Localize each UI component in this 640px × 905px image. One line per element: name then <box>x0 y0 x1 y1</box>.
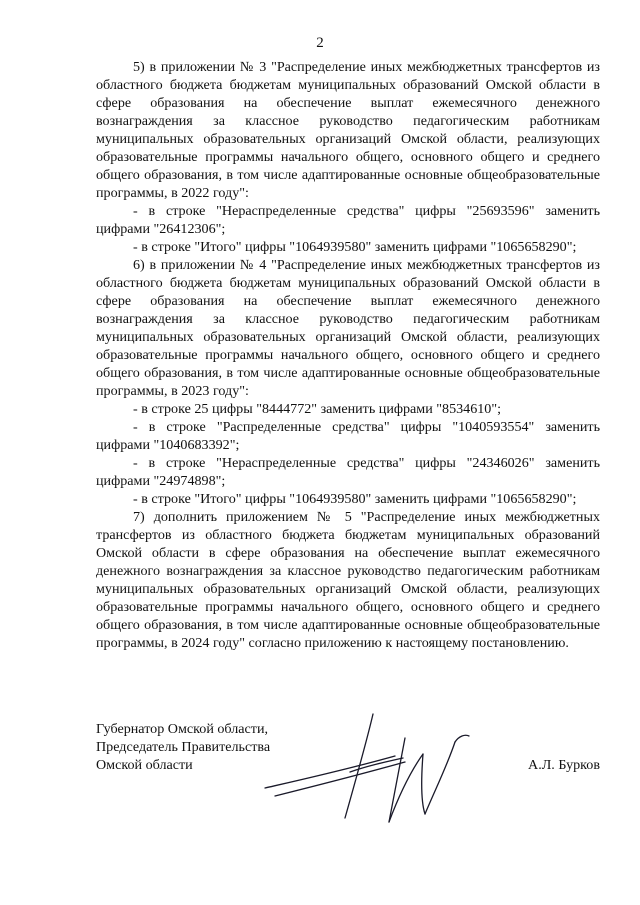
paragraph-item-7: 7) дополнить приложением № 5 "Распределение иных межбюджетных трансфертов из областного бюджета бюджетам муниципальных образований Омской области в сфере образования на обеспечение выплат ежемесячного денежного вознаграждения за классное руководство педагогическим работникам муниципальных образовательных организаций Омской области, реализующих образовательные программы начального общего, основного общего и среднего общего образования, в том числе адаптированные основные общеобразовательные программы, в 2024 году" согласно приложению к настоящему постановлению. <box>96 509 600 651</box>
paragraph-item-5: 5) в приложении № 3 "Распределение иных межбюджетных трансфертов из областного бюджета бюджетам муниципальных образований Омской области в сфере образования на обеспечение выплат ежемесячного денежного вознаграждения за классное руководство педагогическим работникам муниципальных образовательных организаций Омской области, реализующих образовательные программы начального общего, основного общего и среднего общего образования, в том числе адаптированные основные общеобразовательные программы, в 2022 году": <box>96 59 600 201</box>
signer-name: А.Л. Бурков <box>528 757 600 773</box>
page-number: 2 <box>316 35 324 51</box>
sub-item-unallocated-2022: - в строке "Нераспределенные средства" цифры "25693596" заменить цифрами "26412306"; <box>96 203 600 237</box>
sub-item-total-2023: - в строке "Итого" цифры "1064939580" заменить цифрами "1065658290"; <box>133 491 577 507</box>
signatory-title-line: Губернатор Омской области, <box>96 721 269 737</box>
sub-item-row-25-2023: - в строке 25 цифры "8444772" заменить цифрами "8534610"; <box>133 401 502 417</box>
document-body <box>96 58 600 652</box>
sub-item-allocated-2023: - в строке "Распределенные средства" цифры "1040593554" заменить цифрами "1040683392"; <box>96 419 600 453</box>
sub-item-unallocated-2023: - в строке "Нераспределенные средства" цифры "24346026" заменить цифрами "24974898"; <box>96 455 600 489</box>
signatory-title-line: Председатель Правительства <box>96 739 271 755</box>
signatory-title-line: Омской области <box>96 757 193 773</box>
paragraph-item-6: 6) в приложении № 4 "Распределение иных межбюджетных трансфертов из областного бюджета бюджетам муниципальных образований Омской области в сфере образования на обеспечение выплат ежемесячного денежного вознаграждения за классное руководство педагогическим работникам муниципальных образовательных организаций Омской области, реализующих образовательные программы начального общего, основного общего и среднего общего образования, в том числе адаптированные основные общеобразовательные программы, в 2023 году": <box>96 257 600 399</box>
handwritten-signature <box>255 710 475 830</box>
sub-item-total-2022: - в строке "Итого" цифры "1064939580" заменить цифрами "1065658290"; <box>133 239 577 255</box>
